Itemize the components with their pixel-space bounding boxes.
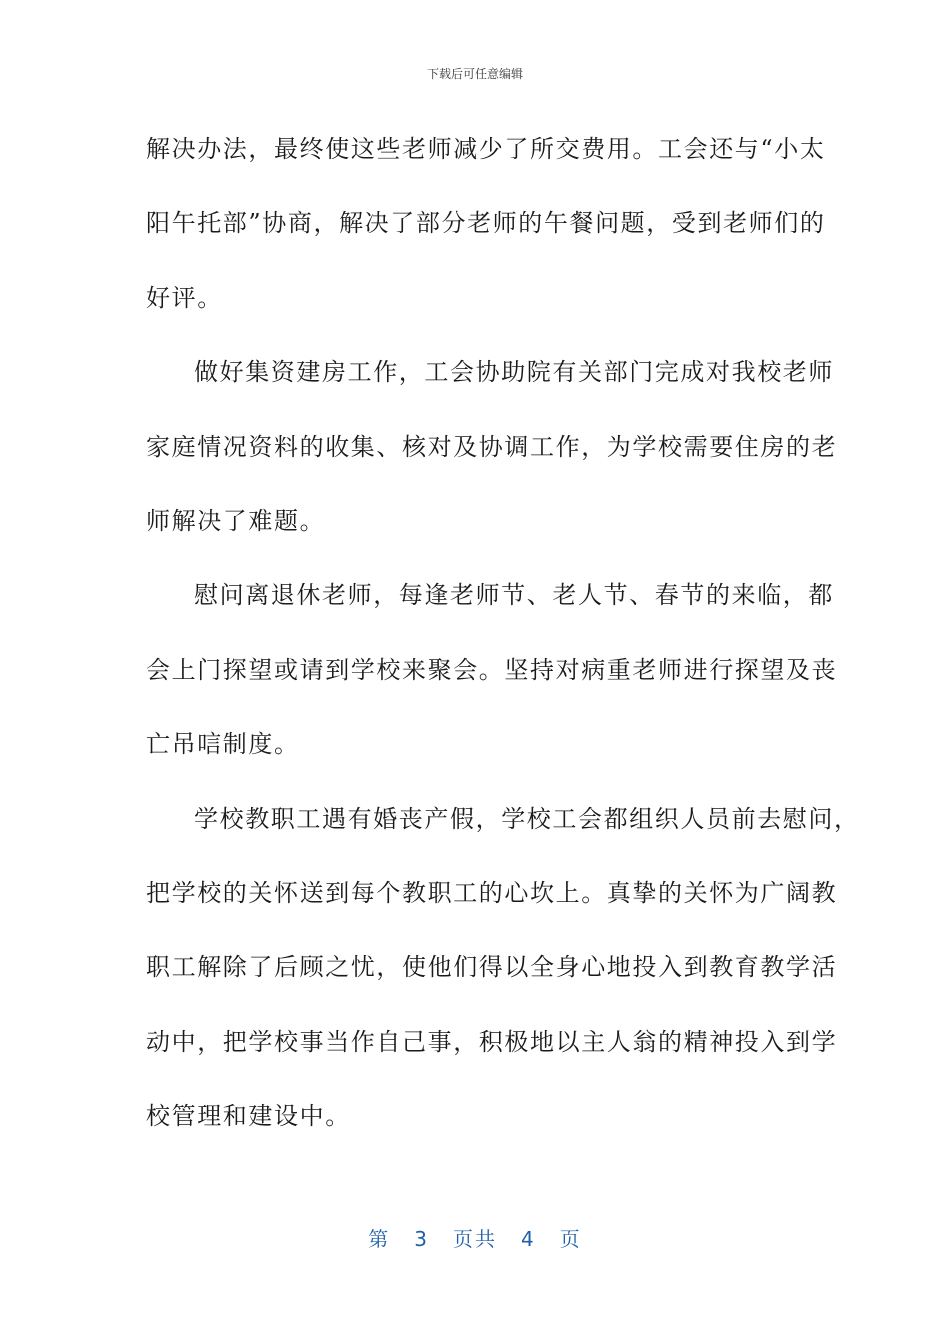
footer-middle: 页共 xyxy=(453,1227,497,1251)
text-line: 校管理和建设中。 xyxy=(146,1102,351,1131)
text-line: 学校教职工遇有婚丧产假，学校工会都组织人员前去慰问， xyxy=(194,804,860,833)
text-line: 家庭情况资料的收集、核对及协调工作，为学校需要住房的老 xyxy=(146,432,838,461)
text-line: 慰问离退休老师，每逢老师节、老人节、春节的来临，都 xyxy=(194,581,834,610)
text-line: 好评。 xyxy=(146,283,223,312)
paragraph xyxy=(146,558,838,781)
document-body xyxy=(146,112,860,1153)
text-line: 动中，把学校事当作自己事，积极地以主人翁的精神投入到学 xyxy=(146,1027,838,1056)
page-number-footer xyxy=(0,1226,950,1252)
text-line: 职工解除了后顾之忧，使他们得以全身心地投入到教育教学活 xyxy=(146,953,838,982)
paragraph xyxy=(146,782,860,1154)
footer-suffix: 页 xyxy=(559,1227,582,1251)
text-line: 亡吊唁制度。 xyxy=(146,730,300,759)
paragraph xyxy=(146,112,826,335)
text-line: 把学校的关怀送到每个教职工的心坎上。真挚的关怀为广阔教 xyxy=(146,878,838,907)
text-line: 做好集资建房工作，工会协助院有关部门完成对我校老师 xyxy=(194,358,834,387)
total-pages-number: 4 xyxy=(521,1227,536,1251)
footer-prefix: 第 xyxy=(368,1227,391,1251)
text-line: 解决办法，最终使这些老师减少了所交费用。工会还与“小太 xyxy=(146,135,826,163)
text-line: 阳午托部”协商，解决了部分老师的午餐问题，受到老师们的 xyxy=(146,209,826,238)
current-page-number: 3 xyxy=(414,1227,429,1251)
text-line: 会上门探望或请到学校来聚会。坚持对病重老师进行探望及丧 xyxy=(146,655,838,684)
text-line: 师解决了难题。 xyxy=(146,506,326,535)
paragraph xyxy=(146,335,838,558)
page-header-note: 下载后可任意编辑 xyxy=(426,67,523,81)
